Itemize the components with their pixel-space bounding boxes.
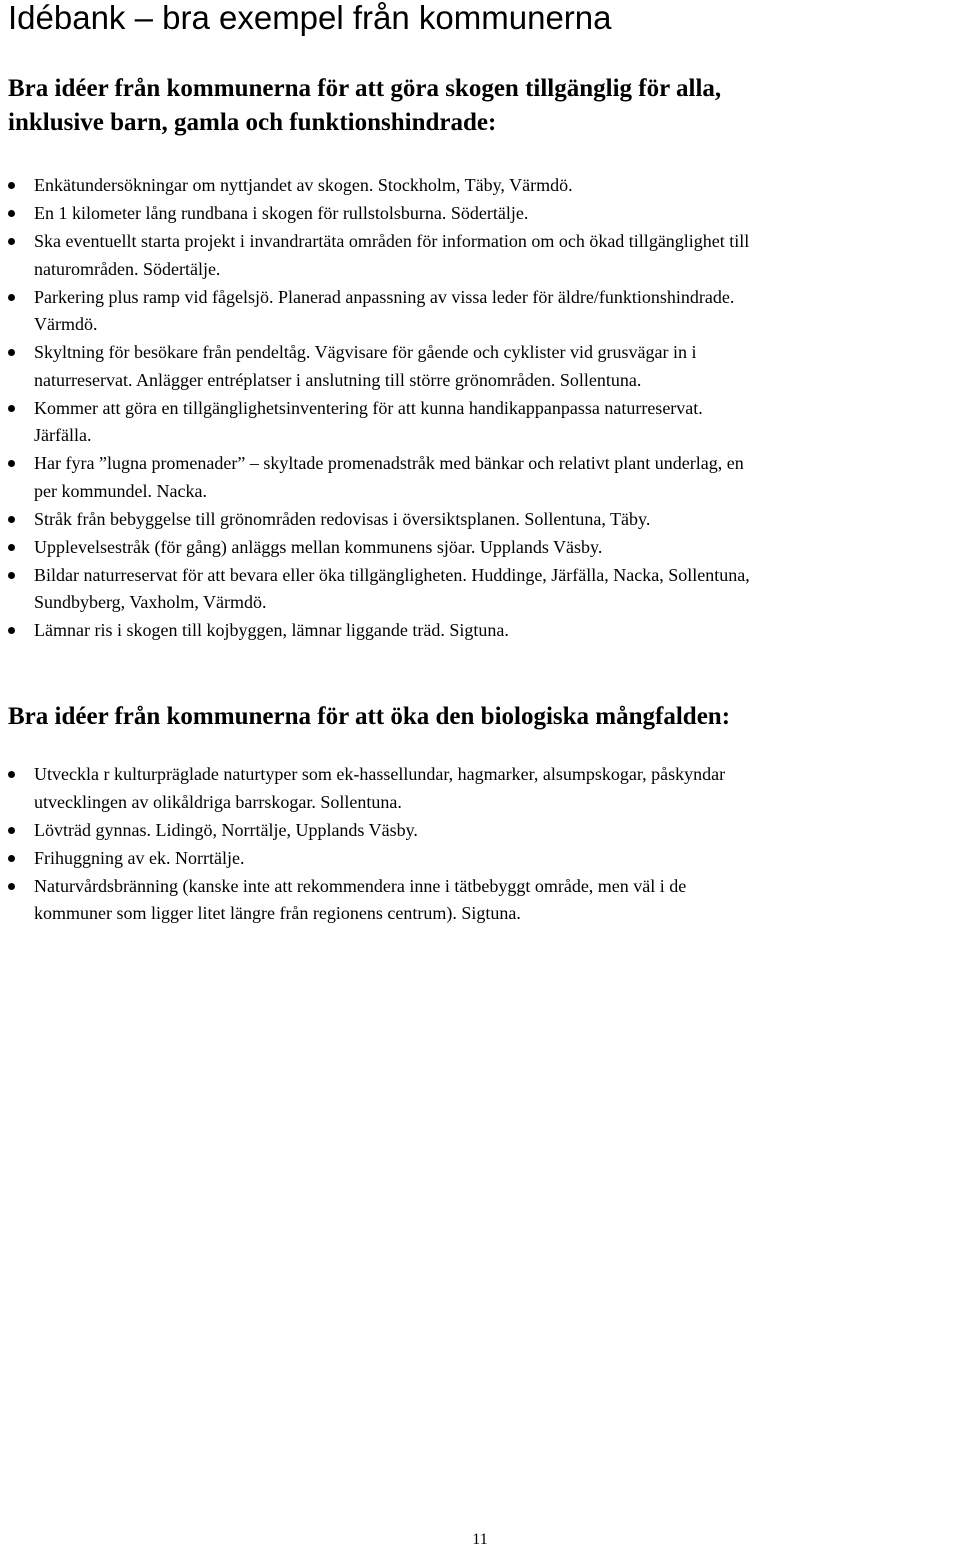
list-item — [34, 817, 960, 845]
bullet-icon — [8, 855, 15, 862]
bullet-icon — [8, 572, 15, 579]
list-item — [34, 617, 960, 645]
biodiversity-ideas-list — [34, 761, 960, 928]
list-item — [34, 845, 960, 873]
page-title: Idébank – bra exempel från kommunerna — [8, 0, 612, 36]
heading-line: Bra idéer från kommunerna för att göra skogen tillgänglig för alla, — [8, 75, 722, 102]
list-item — [34, 534, 960, 562]
list-item-line: per kommundel. Nacka. — [34, 480, 207, 501]
list-item-line: Utveckla r kulturpräglade naturtyper som ek-hassellundar, hagmarker, alsumpskogar, påskyndar — [34, 764, 726, 784]
list-item-line: Stråk från bebyggelse till grönområden redovisas i översiktsplanen. Sollentuna, Täby. — [34, 508, 651, 529]
list-item-line: En 1 kilometer lång rundbana i skogen för rullstolsburna. Södertälje. — [34, 203, 529, 223]
accessibility-ideas-list — [34, 172, 960, 645]
list-item — [34, 506, 960, 534]
bullet-icon — [8, 771, 15, 778]
bullet-icon — [8, 405, 15, 412]
list-item — [34, 395, 960, 450]
list-item-line: Frihuggning av ek. Norrtälje. — [34, 847, 245, 868]
bullet-icon — [8, 460, 15, 467]
list-item — [34, 873, 960, 928]
list-item — [34, 284, 960, 339]
bullet-icon — [8, 544, 15, 551]
list-item — [34, 761, 960, 816]
heading-line: Bra idéer från kommunerna för att öka den biologiska mångfalden: — [8, 703, 731, 730]
bullet-icon — [8, 883, 15, 890]
list-item-line: Naturvårdsbränning (kanske inte att rekommendera inne i tätbebyggt område, men väl i de — [34, 875, 687, 896]
list-item-line: Har fyra ”lugna promenader” – skyltade promenadstråk med bänkar och relativt plant underlag, en — [34, 453, 744, 473]
bullet-icon — [8, 827, 15, 834]
bullet-icon — [8, 210, 15, 217]
list-item — [34, 562, 960, 617]
list-item-line: Lövträd gynnas. Lidingö, Norrtälje, Upplands Väsby. — [34, 819, 418, 840]
list-item-line: Ska eventuellt starta projekt i invandrartäta områden för information om och ökad tillgänglighet till — [34, 231, 750, 251]
bullet-icon — [8, 182, 15, 189]
bullet-icon — [8, 516, 15, 523]
list-item-line: Lämnar ris i skogen till kojbyggen, lämnar liggande träd. Sigtuna. — [34, 620, 509, 640]
list-item-line: Parkering plus ramp vid fågelsjö. Planerad anpassning av vissa leder för äldre/funktionshindrade. — [34, 286, 735, 307]
bullet-icon — [8, 294, 15, 301]
list-item-line: kommuner som ligger litet längre från regionens centrum). Sigtuna. — [34, 903, 521, 923]
list-item-line: Upplevelsestråk (för gång) anläggs mellan kommunens sjöar. Upplands Väsby. — [34, 536, 603, 557]
list-item-line: Sundbyberg, Vaxholm, Värmdö. — [34, 592, 267, 612]
list-item-line: Skyltning för besökare från pendeltåg. Vägvisare för gående och cyklister vid grusvägar in i — [34, 342, 697, 362]
bullet-icon — [8, 349, 15, 356]
heading-line: inklusive barn, gamla och funktionshindrade: — [8, 109, 497, 136]
page-number: 11 — [472, 1531, 488, 1548]
bullet-icon — [8, 238, 15, 245]
section-heading-biodiversity — [8, 700, 730, 734]
list-item-line: Kommer att göra en tillgänglighetsinventering för att kunna handikappanpassa naturreservat. — [34, 397, 703, 418]
list-item — [34, 172, 960, 200]
list-item-line: Värmdö. — [34, 314, 98, 334]
list-item-line: naturreservat. Anlägger entréplatser i anslutning till större grönområden. Sollentuna. — [34, 369, 642, 390]
list-item — [34, 228, 960, 283]
list-item — [34, 450, 960, 505]
list-item-line: naturområden. Södertälje. — [34, 258, 221, 279]
section-heading-accessibility — [8, 72, 721, 140]
list-item — [34, 339, 960, 394]
list-item-line: Enkätundersökningar om nyttjandet av skogen. Stockholm, Täby, Värmdö. — [34, 175, 573, 195]
list-item — [34, 200, 960, 228]
list-item-line: utvecklingen av olikåldriga barrskogar. Sollentuna. — [34, 791, 402, 812]
list-item-line: Bildar naturreservat för att bevara eller öka tillgängligheten. Huddinge, Järfälla, Nacka, Sollentuna, — [34, 564, 750, 585]
list-item-line: Järfälla. — [34, 425, 92, 445]
bullet-icon — [8, 627, 15, 634]
